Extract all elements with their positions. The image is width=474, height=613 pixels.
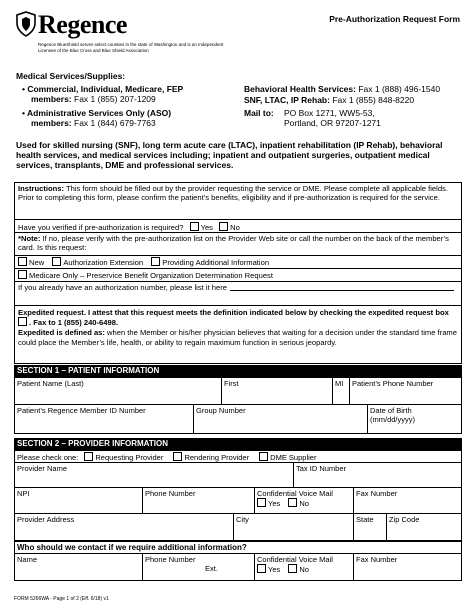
contact-name-label: Name	[17, 555, 38, 564]
snf-label: SNF, LTAC, IP Rehab:	[244, 95, 330, 105]
contact-voicemail-yes-checkbox[interactable]	[257, 564, 266, 573]
tax-id-label: Tax ID Number	[296, 464, 347, 473]
contact-voicemail-label: Confidential Voice Mail	[257, 555, 333, 564]
new-checkbox[interactable]	[18, 257, 27, 266]
patient-last-name-label: Patient Name (Last)	[17, 379, 84, 388]
requesting-provider-label: Requesting Provider	[95, 453, 164, 462]
extension-label: Authorization Extension	[63, 258, 144, 267]
extension-checkbox[interactable]	[52, 257, 61, 266]
section-1-title: SECTION 1 – PATIENT INFORMATION	[14, 365, 462, 377]
group-number-label: Group Number	[196, 406, 246, 415]
provider-voicemail-no-checkbox[interactable]	[288, 498, 297, 507]
behavioral-fax: Fax 1 (888) 496-1540	[355, 84, 441, 94]
patient-mi-label: MI	[335, 379, 344, 388]
rendering-provider-label: Rendering Provider	[184, 453, 250, 462]
contact-name-field[interactable]	[15, 554, 143, 581]
patient-mi-field[interactable]	[333, 378, 350, 405]
provider-voicemail-label: Confidential Voice Mail	[257, 489, 333, 498]
provider-voicemail-field	[255, 488, 354, 514]
provider-fax-label: Fax Number	[356, 489, 398, 498]
provider-fax-field[interactable]	[354, 488, 462, 514]
patient-phone-label: Patient’s Phone Number	[352, 379, 434, 388]
npi-label: NPI	[17, 489, 30, 498]
expedited-checkbox[interactable]	[18, 317, 27, 326]
provider-voicemail-yes: Yes	[268, 499, 281, 508]
group-number-field[interactable]	[194, 405, 368, 434]
contact-voicemail-no: No	[299, 565, 309, 574]
provider-info-grid	[14, 450, 462, 541]
check-one-label: Please check one:	[17, 453, 79, 462]
instructions-label: Instructions:	[18, 184, 64, 193]
medical-item-1: • Commercial, Individual, Medicare, FEP members: Fax 1 (855) 207-1209	[22, 84, 184, 104]
medical-item-2-line1: Administrative Services Only (ASO)	[27, 108, 172, 118]
contact-fax-field[interactable]	[354, 554, 462, 581]
medical-item-2-label: members:	[31, 118, 72, 128]
patient-info-grid	[14, 377, 462, 434]
state-field[interactable]	[354, 514, 387, 541]
dob-field[interactable]	[368, 405, 462, 434]
contact-voicemail-field	[255, 554, 354, 581]
contact-phone-label: Phone Number	[145, 555, 196, 564]
state-label: State	[356, 515, 374, 524]
medicare-checkbox[interactable]	[18, 270, 27, 279]
rendering-provider-checkbox[interactable]	[173, 452, 182, 461]
snf-fax: Fax 1 (855) 848-8220	[329, 95, 415, 105]
patient-first-name-label: First	[224, 379, 239, 388]
contact-title: Who should we contact if we require additional information?	[15, 542, 462, 554]
patient-first-name-field[interactable]	[222, 378, 333, 405]
instructions-text: This form should be filled out by the provider requesting the service or DME. Please complete all applicable fields. Prior to completing this form, please confirm the patient’s benefits, eligibility and if pre-authorization is required for the service.	[18, 184, 448, 203]
auth-number-label: If you already have an authorization number, please list it here	[18, 283, 227, 292]
verify-yes-label: Yes	[200, 223, 213, 232]
snf-line	[244, 95, 414, 105]
member-id-field[interactable]	[15, 405, 194, 434]
provider-name-field[interactable]	[15, 463, 294, 488]
verify-box	[14, 220, 462, 306]
expedited-definition-text: when the Member or his/her physician believes that waiting for a decision under the standard time frame could place the Member’s life, health, or ability to regain maximum function in serious jeopardy.	[18, 328, 457, 347]
brand-name: Regence	[38, 10, 127, 39]
verify-yes-checkbox[interactable]	[190, 222, 199, 231]
mail-line-1: PO Box 1271, WW5-53,	[284, 108, 375, 118]
zip-label: Zip Code	[389, 515, 420, 524]
provider-address-field[interactable]	[15, 514, 234, 541]
city-label: City	[236, 515, 249, 524]
additional-info-checkbox[interactable]	[151, 257, 160, 266]
mail-label: Mail to:	[244, 108, 274, 118]
provider-name-label: Provider Name	[17, 464, 68, 473]
provider-address-label: Provider Address	[17, 515, 75, 524]
zip-field[interactable]	[387, 514, 462, 541]
form-footer: FORM 5266WA - Page 1 of 2 (Eff. 6/18) v1	[14, 596, 109, 602]
auth-number-input[interactable]	[230, 283, 454, 291]
note-text: If no, please verify with the pre-authorization list on the Provider Web site or call the number on the back of the member’s card. Is this request:	[18, 234, 449, 253]
medical-item-1-label: members:	[31, 94, 72, 104]
medical-item-1-line1: Commercial, Individual, Medicare, FEP	[27, 84, 184, 94]
contact-voicemail-yes: Yes	[268, 565, 281, 574]
provider-phone-label: Phone Number	[145, 489, 196, 498]
mail-to	[244, 108, 381, 128]
medical-services-title: Medical Services/Supplies:	[16, 71, 126, 81]
verify-no-label: No	[230, 223, 240, 232]
dme-supplier-checkbox[interactable]	[259, 452, 268, 461]
expedited-box	[14, 306, 462, 364]
section-2-title: SECTION 2 – PROVIDER INFORMATION	[14, 438, 462, 450]
behavioral-label: Behavioral Health Services:	[244, 84, 356, 94]
medical-item-1-fax: Fax 1 (855) 207-1209	[71, 94, 156, 104]
dme-supplier-label: DME Supplier	[270, 453, 317, 462]
expedited-fax: . Fax to 1 (855) 240-6498.	[29, 318, 119, 328]
form-title: Pre-Authorization Request Form	[329, 14, 460, 24]
patient-last-name-field[interactable]	[15, 378, 222, 405]
dob-format: (mm/dd/yyyy)	[370, 415, 415, 424]
medical-item-2-fax: Fax 1 (844) 679-7763	[71, 118, 156, 128]
brand-tagline: Regence BlueShield serves select counties in the state of Washington and is an Independent Licensee of the Blue Cross and Blue Shield Association	[38, 42, 224, 53]
member-id-label: Patient’s Regence Member ID Number	[17, 406, 146, 415]
npi-field[interactable]	[15, 488, 143, 514]
provider-voicemail-yes-checkbox[interactable]	[257, 498, 266, 507]
contact-fax-label: Fax Number	[356, 555, 398, 564]
tax-id-field[interactable]	[294, 463, 462, 488]
contact-grid	[14, 541, 462, 581]
new-label: New	[29, 258, 45, 267]
medical-item-2: • Administrative Services Only (ASO) members: Fax 1 (844) 679-7763	[22, 108, 172, 128]
patient-phone-field[interactable]	[350, 378, 462, 405]
provider-phone-field[interactable]	[143, 488, 255, 514]
contact-phone-field[interactable]	[143, 554, 255, 581]
verify-no-checkbox[interactable]	[219, 222, 228, 231]
city-field[interactable]	[234, 514, 354, 541]
medicare-label: Medicare Only – Preservice Benefit Organization Determination Request	[29, 271, 273, 280]
expedited-definition-label: Expedited is defined as:	[18, 328, 105, 338]
instructions-box	[14, 182, 462, 220]
verify-question: Have you verified if pre-authorization is required?	[18, 223, 184, 232]
contact-ext-label: Ext.	[205, 564, 218, 573]
behavioral-health-line	[244, 84, 440, 94]
provider-voicemail-no: No	[299, 499, 309, 508]
regence-shield-icon	[16, 11, 36, 37]
expedited-text: Expedited request. I attest that this request meets the definition indicated below by checking the expedited request box	[18, 308, 449, 317]
additional-info-label: Providing Additional Information	[162, 258, 270, 267]
provider-type-row	[15, 451, 462, 463]
contact-voicemail-no-checkbox[interactable]	[288, 564, 297, 573]
requesting-provider-checkbox[interactable]	[84, 452, 93, 461]
note-label: *Note:	[18, 234, 41, 243]
dob-label: Date of Birth	[370, 406, 412, 415]
mail-line-2: Portland, OR 97207-1271	[284, 118, 381, 128]
used-for-text: Used for skilled nursing (SNF), long term acute care (LTAC), inpatient rehabilitation (IP Rehab), behavioral health services, and medical services including; inpatient and outpatient surgeries, outpatient medical services, transplants, DME and professional services.	[16, 140, 443, 170]
